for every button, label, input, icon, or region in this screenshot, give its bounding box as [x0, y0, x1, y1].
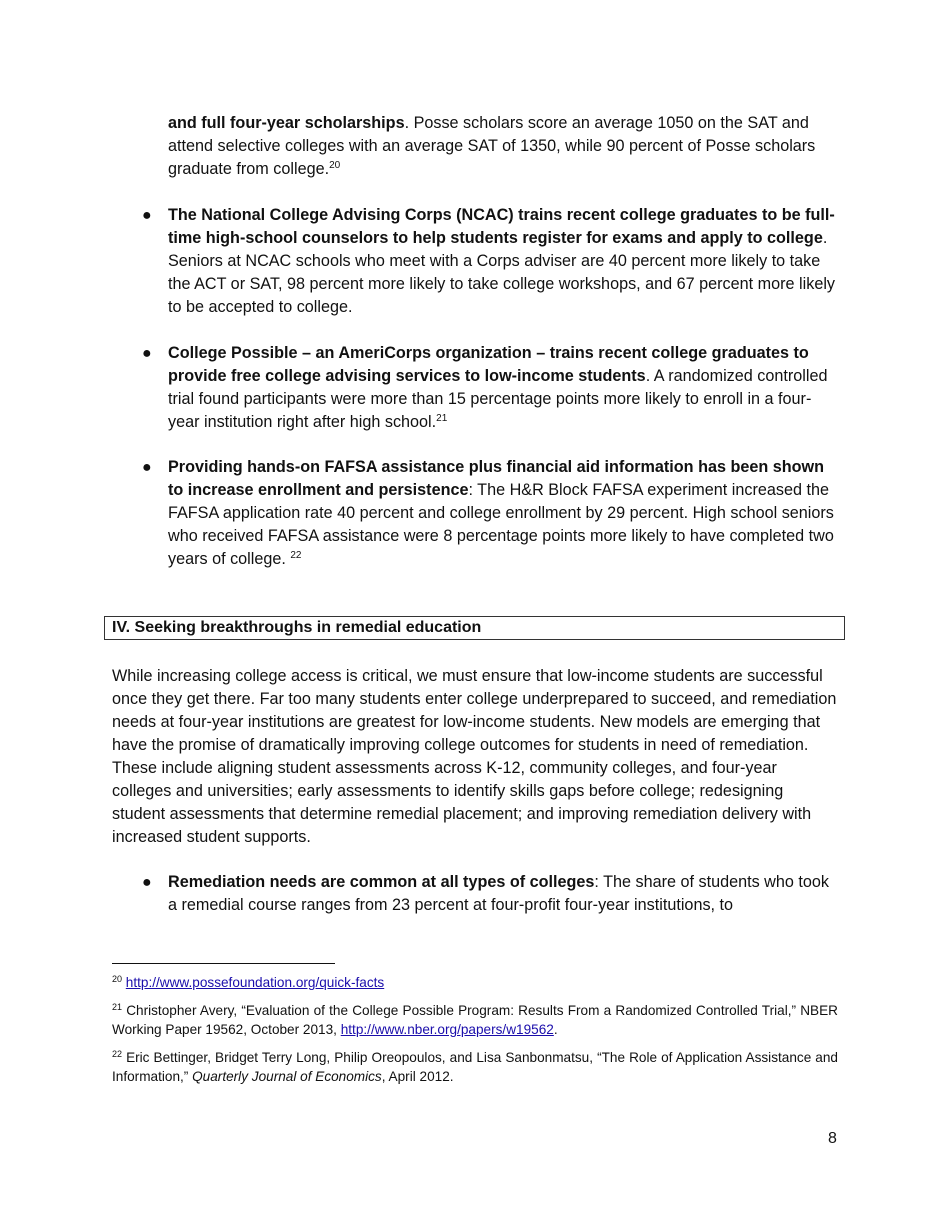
bullet-item-fafsa [142, 456, 840, 571]
page-number: 8 [828, 1130, 837, 1147]
footnote-text: Eric Bettinger, Bridget Terry Long, Philip Oreopoulos, and Lisa Sanbonmatsu, “The Role of Application Assistance and Information,” [112, 1050, 838, 1084]
section-heading: IV. Seeking breakthroughs in remedial education [104, 616, 845, 640]
bullet-dot: ● [142, 207, 152, 224]
footnote-link[interactable]: http://www.nber.org/papers/w19562 [340, 1022, 554, 1037]
footnote-ref[interactable]: 21 [436, 413, 448, 424]
bullet-text: : The H&R Block FAFSA experiment increased the FAFSA application rate 40 percent and college enrollment by 29 percent. High school seniors who received FAFSA assistance were 8 percentage points more likely to have completed two years of college. [168, 481, 834, 568]
bullet-bold: College Possible – an AmeriCorps organization – trains recent college graduates to provide free college advising services to low-income students [168, 344, 809, 385]
bullet-text: . A randomized controlled trial found participants were more than 15 percentage points more likely to enroll in a four-year institution right after high school. [168, 367, 828, 431]
footnote-text-end: , April 2012. [381, 1069, 454, 1084]
bullet-item-college-possible [142, 342, 840, 434]
bullet-text: : The share of students who took a remedial course ranges from 23 percent at four-profit four-year institutions, to [168, 873, 829, 914]
bullet-bold: Providing hands-on FAFSA assistance plus financial aid information has been shown to increase enrollment and persistence [168, 458, 824, 499]
footnote-20 [112, 973, 838, 992]
footnote-ref[interactable]: 20 [329, 160, 341, 171]
footnote-journal: Quarterly Journal of Economics [192, 1069, 382, 1084]
bullet-text: . Seniors at NCAC schools who meet with a Corps adviser are 40 percent more likely to take the ACT or SAT, 98 percent more likely to take college workshops, and 67 percent more likely to be accepted to college. [168, 229, 836, 316]
bullet-dot: ● [142, 345, 152, 362]
footnote-22 [112, 1048, 838, 1086]
footnote-separator [112, 963, 335, 964]
footnote-number: 21 [112, 1002, 123, 1012]
footnote-number: 20 [112, 974, 123, 984]
bullet-dot: ● [142, 459, 152, 476]
bullet-bold: The National College Advising Corps (NCAC) trains recent college graduates to be full-time high-school counselors to help students register for exams and apply to college [168, 206, 835, 247]
continuation-text: . Posse scholars score an average 1050 on the SAT and attend selective colleges with an average SAT of 1350, while 90 percent of Posse scholars graduate from college. [168, 114, 816, 178]
continuation-paragraph [168, 112, 838, 181]
footnote-link[interactable]: http://www.possefoundation.org/quick-facts [125, 975, 385, 990]
bullet-bold: Remediation needs are common at all types of colleges [168, 873, 595, 891]
footnote-21 [112, 1001, 838, 1039]
footnote-text: Christopher Avery, “Evaluation of the College Possible Program: Results From a Randomized Controlled Trial,” NBER Working Paper 19562, October 2013, [112, 1003, 838, 1037]
section-paragraph: While increasing college access is critical, we must ensure that low-income students are successful once they get there. Far too many students enter college underprepared to succeed, and remediation needs at four-year institutions are greatest for low-income students. New models are emerging that have the promise of dramatically improving college outcomes for students in need of remediation. These include aligning student assessments across K-12, community colleges, and four-year colleges and universities; early assessments to identify skills gaps before college; redesigning student assessments that determine remedial placement; and improving remediation delivery with increased student supports. [112, 667, 837, 846]
footnote-ref[interactable]: 22 [290, 550, 302, 561]
footnote-text-end: . [553, 1022, 558, 1037]
bullet-item-remediation [142, 871, 840, 917]
bullet-dot: ● [142, 874, 152, 891]
footnote-number: 22 [112, 1049, 123, 1059]
bullet-item-ncac [142, 204, 840, 319]
continuation-bold: and full four-year scholarships [168, 114, 405, 132]
